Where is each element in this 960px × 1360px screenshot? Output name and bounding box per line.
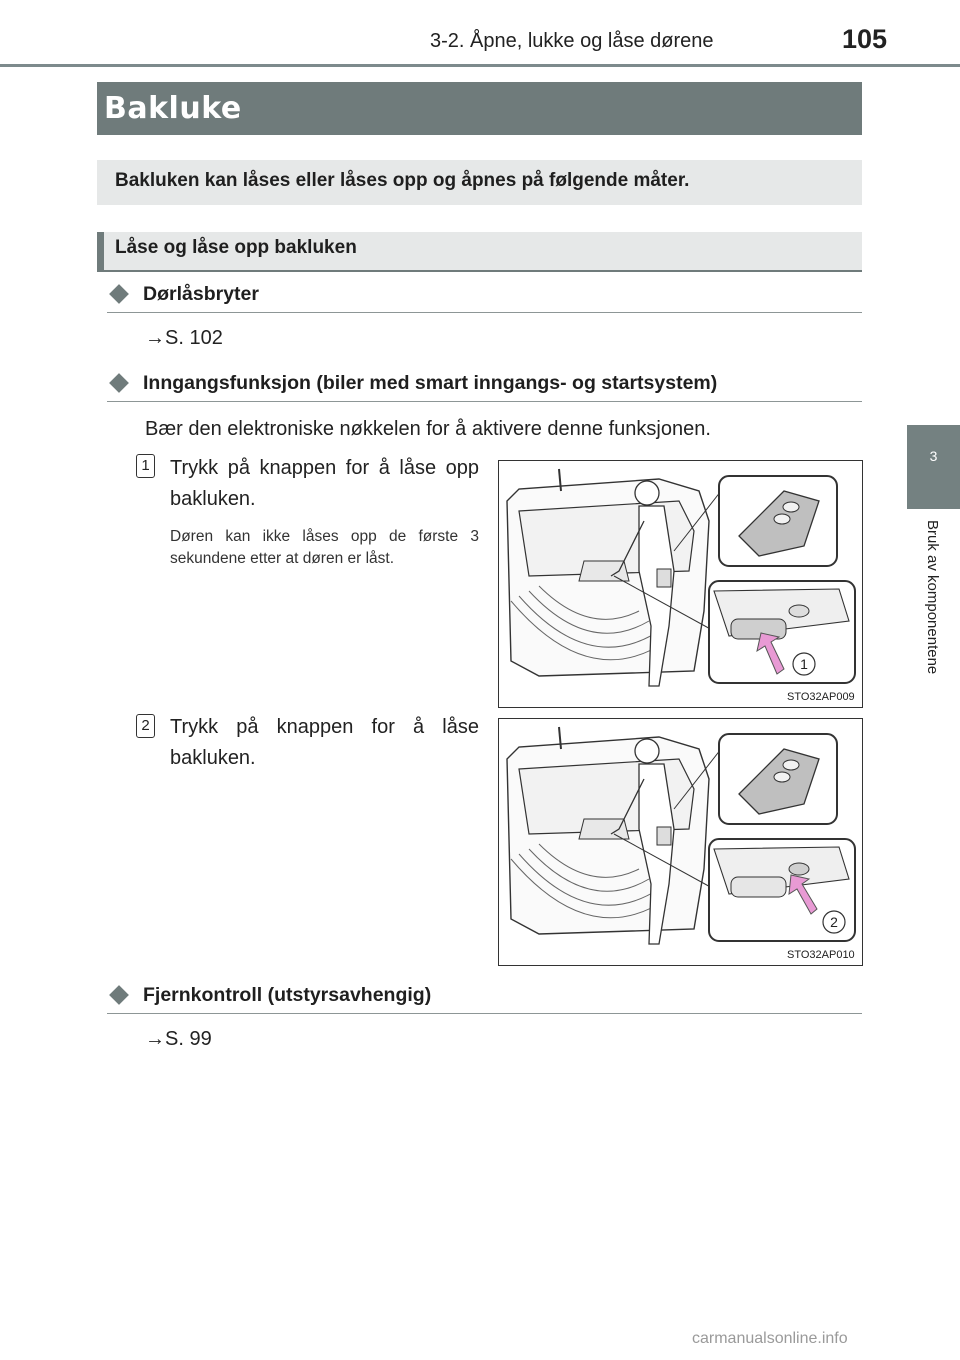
section-heading: Låse og låse opp bakluken bbox=[115, 237, 357, 258]
chapter-title-vertical bbox=[896, 520, 960, 740]
callout-number: 2 bbox=[830, 914, 838, 930]
item-heading-door-lock-switch: Dørlåsbryter bbox=[143, 283, 259, 305]
step-number-badge: 2 bbox=[136, 714, 155, 738]
page-title: Bakluke bbox=[104, 91, 242, 126]
step-1-text: Trykk på knappen for å låse opp bakluken. bbox=[170, 457, 479, 510]
step-1-note: Døren kan ikke låses opp de første 3 sekundene etter at døren er låst. bbox=[170, 528, 479, 567]
page-reference-text: S. 102 bbox=[165, 327, 223, 349]
diamond-bullet-icon bbox=[109, 284, 129, 304]
arrow-right-icon: → bbox=[145, 1028, 165, 1050]
item-rule bbox=[107, 1013, 862, 1014]
figure-unlock-tailgate bbox=[498, 460, 863, 708]
callout-number: 1 bbox=[800, 656, 808, 672]
diamond-bullet-icon bbox=[109, 985, 129, 1005]
step-number-badge: 1 bbox=[136, 454, 155, 478]
step-2-text: Trykk på knappen for å låse bakluken. bbox=[170, 716, 479, 769]
figure-lock-illustration bbox=[499, 719, 862, 965]
chapter-number: 3 bbox=[929, 448, 938, 464]
chapter-title: Bruk av komponentene bbox=[924, 520, 941, 675]
figure-label: STO32AP010 bbox=[787, 949, 855, 961]
page-reference[interactable] bbox=[145, 1028, 212, 1051]
figure-lock-tailgate bbox=[498, 718, 863, 966]
section-header-accent bbox=[97, 232, 104, 272]
arrow-right-icon: → bbox=[145, 327, 165, 349]
page-reference[interactable] bbox=[145, 327, 223, 350]
page-number: 105 bbox=[842, 24, 888, 54]
item-rule bbox=[107, 312, 862, 313]
figure-unlock-illustration bbox=[499, 461, 862, 707]
item-rule bbox=[107, 401, 862, 402]
item-heading-entry-function: Inngangsfunksjon (biler med smart inngangs- og startsystem) bbox=[143, 372, 718, 394]
item-body-text: Bær den elektroniske nøkkelen for å aktivere denne funksjonen. bbox=[145, 418, 711, 440]
page-reference-text: S. 99 bbox=[165, 1028, 212, 1050]
chapter-tab bbox=[907, 425, 960, 509]
intro-text: Bakluken kan låses eller låses opp og åpnes på følgende måter. bbox=[115, 170, 690, 191]
header-rule bbox=[0, 64, 960, 67]
running-header-section: 3-2. Åpne, lukke og låse dørene bbox=[430, 30, 714, 52]
watermark: carmanualsonline.info bbox=[692, 1330, 848, 1347]
item-heading-remote-control: Fjernkontroll (utstyrsavhengig) bbox=[143, 984, 432, 1006]
diamond-bullet-icon bbox=[109, 373, 129, 393]
figure-label: STO32AP009 bbox=[787, 691, 855, 703]
